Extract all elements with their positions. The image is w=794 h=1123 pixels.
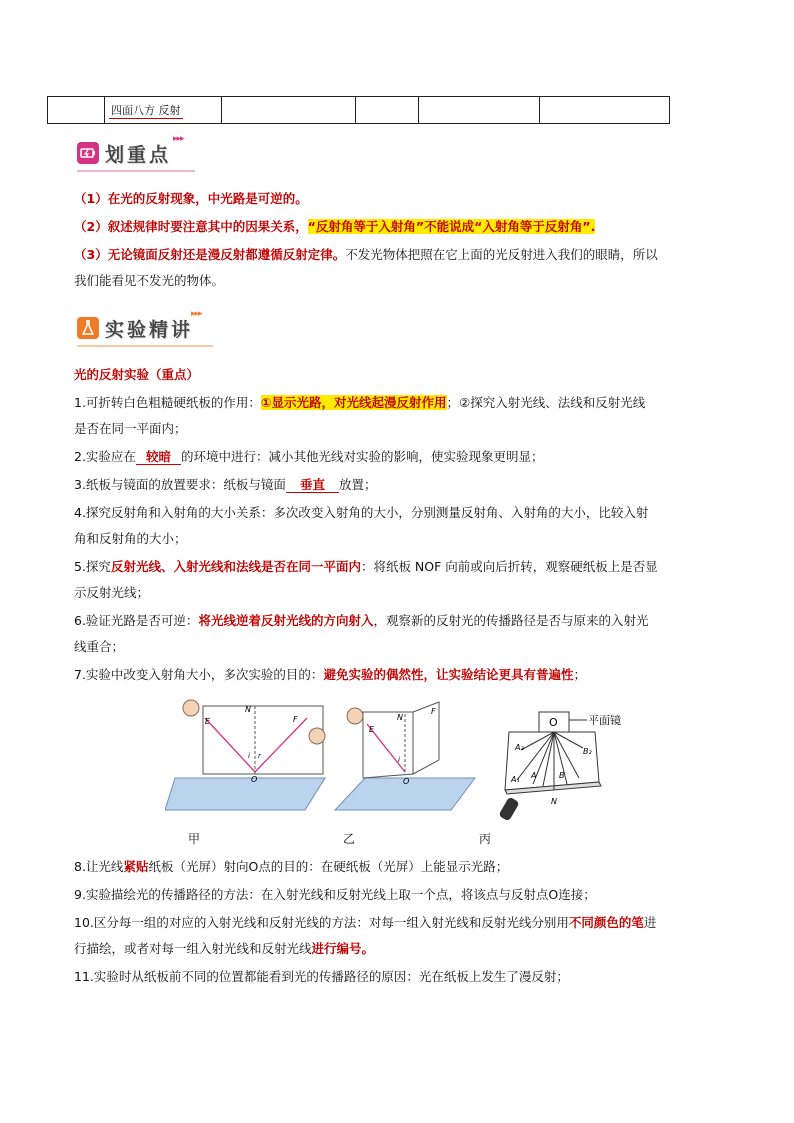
table-cell	[419, 97, 540, 124]
figure-jia	[165, 700, 325, 810]
section-title: 划重点	[105, 143, 172, 166]
arrow-icon: ▸▸▸	[173, 134, 184, 144]
divider	[77, 170, 195, 172]
exp-item-3: 3.纸板与镜面的放置要求：纸板与镜面 垂直 放置；	[74, 477, 377, 492]
key-point-3: （3）无论镜面反射还是漫反射都遵循反射定律。不发光物体把照在它上面的光反射进入我们的眼睛，所以	[74, 247, 658, 262]
exp-item-11: 11.实验时从纸板前不同的位置都能看到光的传播路径的原因：光在纸板上发生了漫反射；	[74, 969, 569, 984]
hand-icon	[309, 728, 325, 744]
label-a2: A₂	[515, 743, 524, 752]
key-point-1: （1）在光的反射现象，中光路是可逆的。	[74, 191, 308, 206]
label-i: i	[398, 756, 400, 764]
section-title: 实验精讲	[105, 318, 194, 341]
exp-item-2: 2.实验应在 较暗 的环境中进行：减小其他光线对实验的影响，使实验现象更明显；	[74, 449, 544, 464]
table-cell-text: 四面八方 反射	[111, 103, 181, 117]
label-o: O	[549, 716, 558, 729]
experiment-heading: 光的反射实验（重点）	[74, 367, 200, 382]
label-e: E	[369, 725, 375, 734]
table-cell	[356, 97, 419, 124]
table-cell	[222, 97, 356, 124]
flashlight-icon	[498, 796, 519, 821]
mirror-base	[165, 778, 325, 810]
exp-item-5-cont: 示反射光线；	[74, 585, 150, 600]
label-r: r	[258, 752, 261, 760]
label-i: i	[248, 752, 250, 760]
exp-item-10-cont: 行描绘，或者对每一组入射光线和反射光线进行编号。	[74, 941, 375, 956]
exp-item-10: 10.区分每一组的对应的入射光线和反射光线的方法：对每一组入射光线和反射光线分别用不同颜色的笔进	[74, 915, 657, 930]
hand-icon	[347, 708, 363, 724]
exp-item-8: 8.让光线紧贴纸板（光屏）射向O点的目的：在硬纸板（光屏）上能显示光路；	[74, 859, 509, 874]
label-n: N	[245, 705, 251, 714]
divider	[77, 345, 213, 347]
caption-yi: 乙	[343, 832, 356, 846]
exp-item-1-cont: 是否在同一平面内；	[74, 421, 187, 436]
arrow-icon: ▸▸▸	[191, 309, 202, 319]
exp-item-7: 7.实验中改变入射角大小，多次实验的目的：避免实验的偶然性，让实验结论更具有普遍性；	[74, 667, 586, 682]
key-point-2: （2）叙述规律时要注意其中的因果关系，“反射角等于入射角”不能说成“入射角等于反射角”.	[74, 219, 596, 234]
section-banner-experiment	[77, 309, 202, 345]
label-b2: B₂	[583, 747, 592, 756]
exp-item-6: 6.验证光路是否可逆：将光线逆着反射光线的方向射入，观察新的反射光的传播路径是否与原来的入射光	[74, 613, 649, 628]
label-e: E	[205, 717, 211, 726]
hand-icon	[183, 700, 199, 716]
label-b: B	[559, 771, 565, 780]
caption-bing: 丙	[479, 832, 492, 846]
key-point-3-cont: 我们能看见不发光的物体。	[74, 273, 225, 288]
label-a1: A₁	[511, 775, 520, 784]
figure-yi	[335, 702, 475, 810]
exp-item-4: 4.探究反射角和入射角的大小关系：多次改变入射角的大小，分别测量反射角、入射角的大小，比较入射	[74, 505, 649, 520]
exp-item-6-cont: 线重合；	[74, 639, 125, 654]
table-cell	[105, 97, 222, 124]
label-a: A	[531, 771, 537, 780]
label-o: O	[403, 777, 410, 786]
label-f: F	[293, 715, 298, 724]
exp-item-4-cont: 角和反射角的大小；	[74, 531, 187, 546]
label-n: N	[397, 713, 403, 722]
label-f: F	[431, 707, 436, 716]
exp-item-5: 5.探究反射光线、入射光线和法线是否在同一平面内：将纸板 NOF 向前或向后折转，观察硬纸板上是否显	[74, 559, 658, 574]
experiment-figure	[165, 698, 625, 828]
mirror-label: 平面镜	[588, 714, 621, 727]
label-o: O	[251, 775, 258, 784]
flask-icon	[77, 317, 99, 339]
caption-jia: 甲	[188, 832, 201, 846]
table-cell	[48, 97, 105, 124]
figure-bing	[498, 712, 621, 822]
table-fragment	[47, 96, 670, 124]
label-n: N	[551, 797, 557, 806]
table-cell	[540, 97, 670, 124]
exp-item-9: 9.实验描绘光的传播路径的方法：在入射光线和反射光线上取一个点，将该点与反射点O连接；	[74, 887, 596, 902]
battery-icon	[77, 142, 99, 164]
exp-item-1: 1.可折转白色粗糙硬纸板的作用：①显示光路，对光线起漫反射作用；②探究入射光线、法线和反射光线	[74, 395, 646, 410]
section-banner-key-points	[77, 134, 184, 170]
